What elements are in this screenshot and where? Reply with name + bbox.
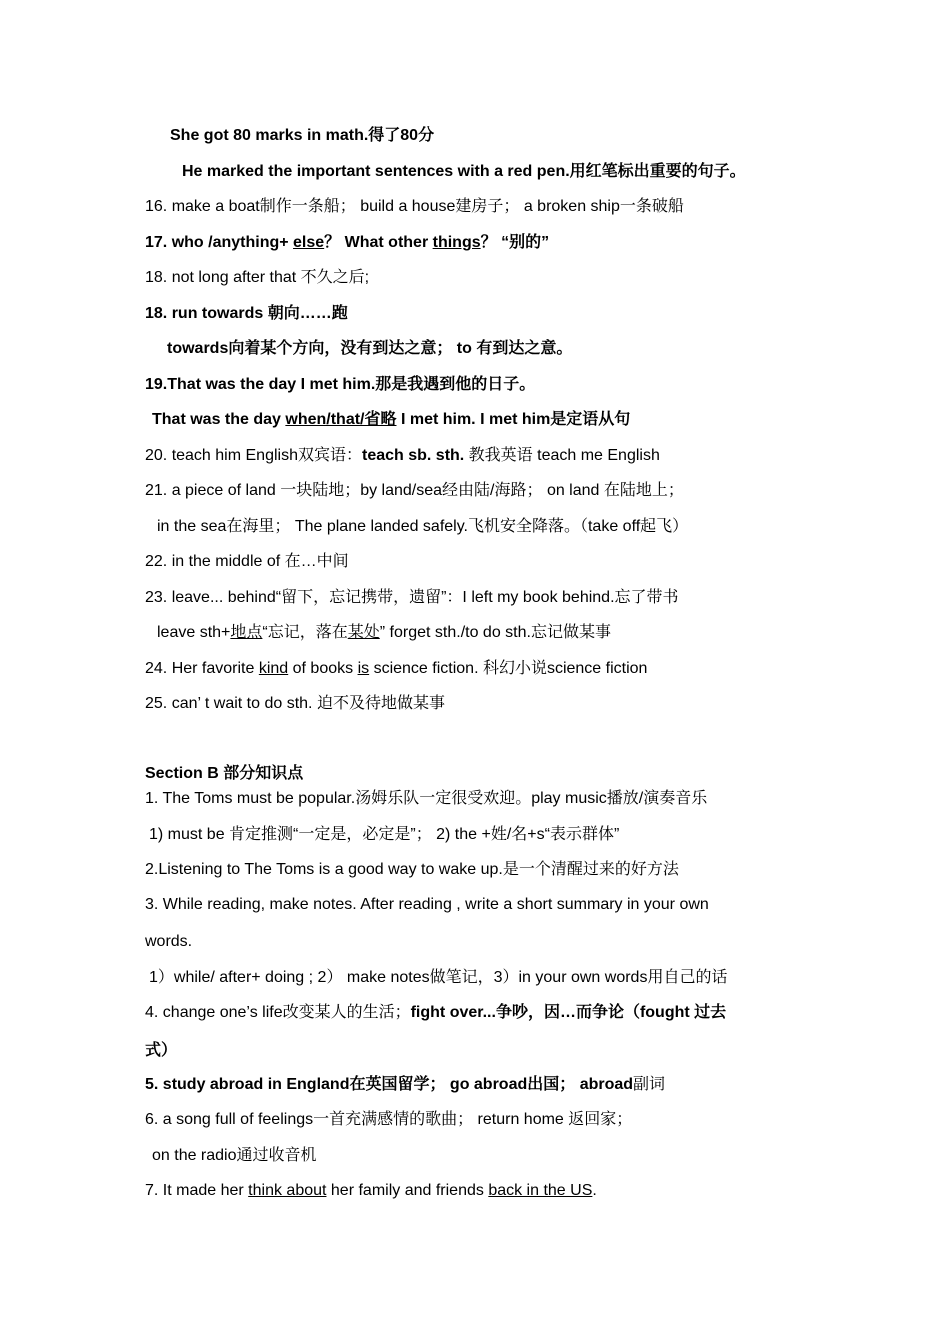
text-segment: of books xyxy=(288,660,358,677)
bold-text: teach sb. sth. xyxy=(361,447,465,464)
text-segment: 7. It made her xyxy=(145,1182,249,1199)
line-b-item-4-cont xyxy=(145,1041,177,1061)
bold-text: She got 80 marks in math.得了80分 xyxy=(170,127,435,144)
text-segment: in the sea在海里； The plane landed safely.飞机安全降落。（take off起飞） xyxy=(157,518,689,535)
text-segment: leave sth+ xyxy=(157,624,231,641)
line-item-23 xyxy=(145,588,679,608)
line-b-item-1-notes xyxy=(149,825,619,845)
line-relative-clause xyxy=(152,410,630,430)
bold-text: 17. who /anything+ xyxy=(145,234,294,251)
text-segment: “忘记，落在 xyxy=(262,624,348,641)
line-b-item-5 xyxy=(145,1075,665,1095)
text-segment: 1. The Toms must be popular.汤姆乐队一定很受欢迎。play music播放/演奏音乐 xyxy=(145,790,708,807)
line-item-19 xyxy=(145,375,535,395)
bold-text: 5. study abroad in England在英国留学； go abroad出国； abroad xyxy=(145,1076,634,1093)
line-b-item-2 xyxy=(145,860,679,880)
text-segment: 6. a song full of feelings一首充满感情的歌曲； return home 返回家； xyxy=(145,1111,633,1128)
line-item-18b xyxy=(145,304,348,324)
bold-text: Section B 部分知识点 xyxy=(145,765,304,782)
line-item-25 xyxy=(145,694,445,714)
line-towards-note xyxy=(167,339,572,359)
bold-text: That was the day xyxy=(152,411,286,428)
text-segment: 4. change one’s life改变某人的生活； xyxy=(145,1004,411,1021)
line-item-22 xyxy=(145,552,349,572)
text-segment: 2.Listening to The Toms is a good way to wake up.是一个清醒过来的好方法 xyxy=(145,861,679,878)
line-b-item-3-cont xyxy=(145,932,192,952)
line-item-24 xyxy=(145,659,647,679)
line-b-item-4 xyxy=(145,1003,726,1023)
underlined-text: 某处 xyxy=(347,624,380,641)
line-on-the-radio xyxy=(152,1146,317,1166)
line-in-the-sea xyxy=(157,517,688,537)
line-item-17 xyxy=(145,233,549,253)
bold-text: 18. run towards 朝向……跑 xyxy=(145,305,348,322)
bold-text: 19.That was the day I met him.那是我遇到他的日子。 xyxy=(145,376,536,393)
underlined-text: else xyxy=(293,234,325,251)
line-b-item-3-notes xyxy=(149,968,727,988)
line-b-item-6 xyxy=(145,1110,632,1130)
text-segment: 25. can’ t wait to do sth. 迫不及待地做某事 xyxy=(145,695,445,712)
bold-text: ？ What other xyxy=(324,234,433,251)
text-segment: 24. Her favorite xyxy=(145,660,259,677)
text-segment: ” forget sth./to do sth.忘记做某事 xyxy=(379,624,611,641)
bold-text: ？ “别的” xyxy=(480,234,550,251)
underlined-text: back in the US xyxy=(488,1182,593,1199)
text-segment: 21. a piece of land 一块陆地；by land/sea经由陆/海路； on land 在陆地上； xyxy=(145,482,684,499)
text-segment: on the radio通过收音机 xyxy=(152,1147,317,1164)
underlined-text: is xyxy=(357,660,370,677)
text-segment: . xyxy=(592,1182,597,1199)
line-marked-sentences xyxy=(182,162,746,182)
text-segment: 3. While reading, make notes. After reading , write a short summary in your own xyxy=(145,896,709,913)
line-b-item-3 xyxy=(145,895,709,915)
text-segment: science fiction. 科幻小说science fiction xyxy=(369,660,648,677)
underlined-text: when/that/省略 xyxy=(285,411,397,428)
line-b-item-1 xyxy=(145,789,707,809)
text-segment: 22. in the middle of 在…中间 xyxy=(145,553,349,570)
text-segment: words. xyxy=(145,933,193,950)
text-segment: 20. teach him English双宾语： xyxy=(145,447,362,464)
text-segment: 1) must be 肯定推测“一定是，必定是”； 2) the +姓/名+s“表示群体” xyxy=(149,826,620,843)
bold-text: He marked the important sentences with a red pen.用红笔标出重要的句子。 xyxy=(182,163,746,180)
text-segment: her family and friends xyxy=(326,1182,489,1199)
underlined-text: kind xyxy=(258,660,289,677)
bold-text: I met him. I met him是定语从句 xyxy=(396,411,631,428)
section-b-heading xyxy=(145,764,303,784)
line-item-16 xyxy=(145,197,684,217)
line-item-18a xyxy=(145,268,369,288)
line-item-21 xyxy=(145,481,684,501)
text-segment: 16. make a boat制作一条船； build a house建房子； a broken ship一条破船 xyxy=(145,198,684,215)
bold-text: fight over...争吵，因…而争论（fought 过去 xyxy=(410,1004,727,1021)
underlined-text: think about xyxy=(248,1182,327,1199)
line-item-20 xyxy=(145,446,660,466)
line-got-80-marks xyxy=(170,126,434,146)
bold-text: towards向着某个方向，没有到达之意； to 有到达之意。 xyxy=(167,340,573,357)
text-segment: 教我英语 teach me English xyxy=(464,447,660,464)
underlined-text: 地点 xyxy=(230,624,263,641)
bold-text: 式） xyxy=(145,1042,178,1059)
text-segment: 1）while/ after+ doing ; 2） make notes做笔记，3）in your own words用自己的话 xyxy=(149,969,728,986)
line-b-item-7 xyxy=(145,1181,597,1201)
text-segment: 副词 xyxy=(633,1076,666,1093)
line-leave-sth xyxy=(157,623,611,643)
underlined-text: things xyxy=(432,234,481,251)
text-segment: 23. leave... behind“留下，忘记携带，遗留”：I left my book behind.忘了带书 xyxy=(145,589,679,606)
text-segment: 18. not long after that 不久之后; xyxy=(145,269,370,286)
